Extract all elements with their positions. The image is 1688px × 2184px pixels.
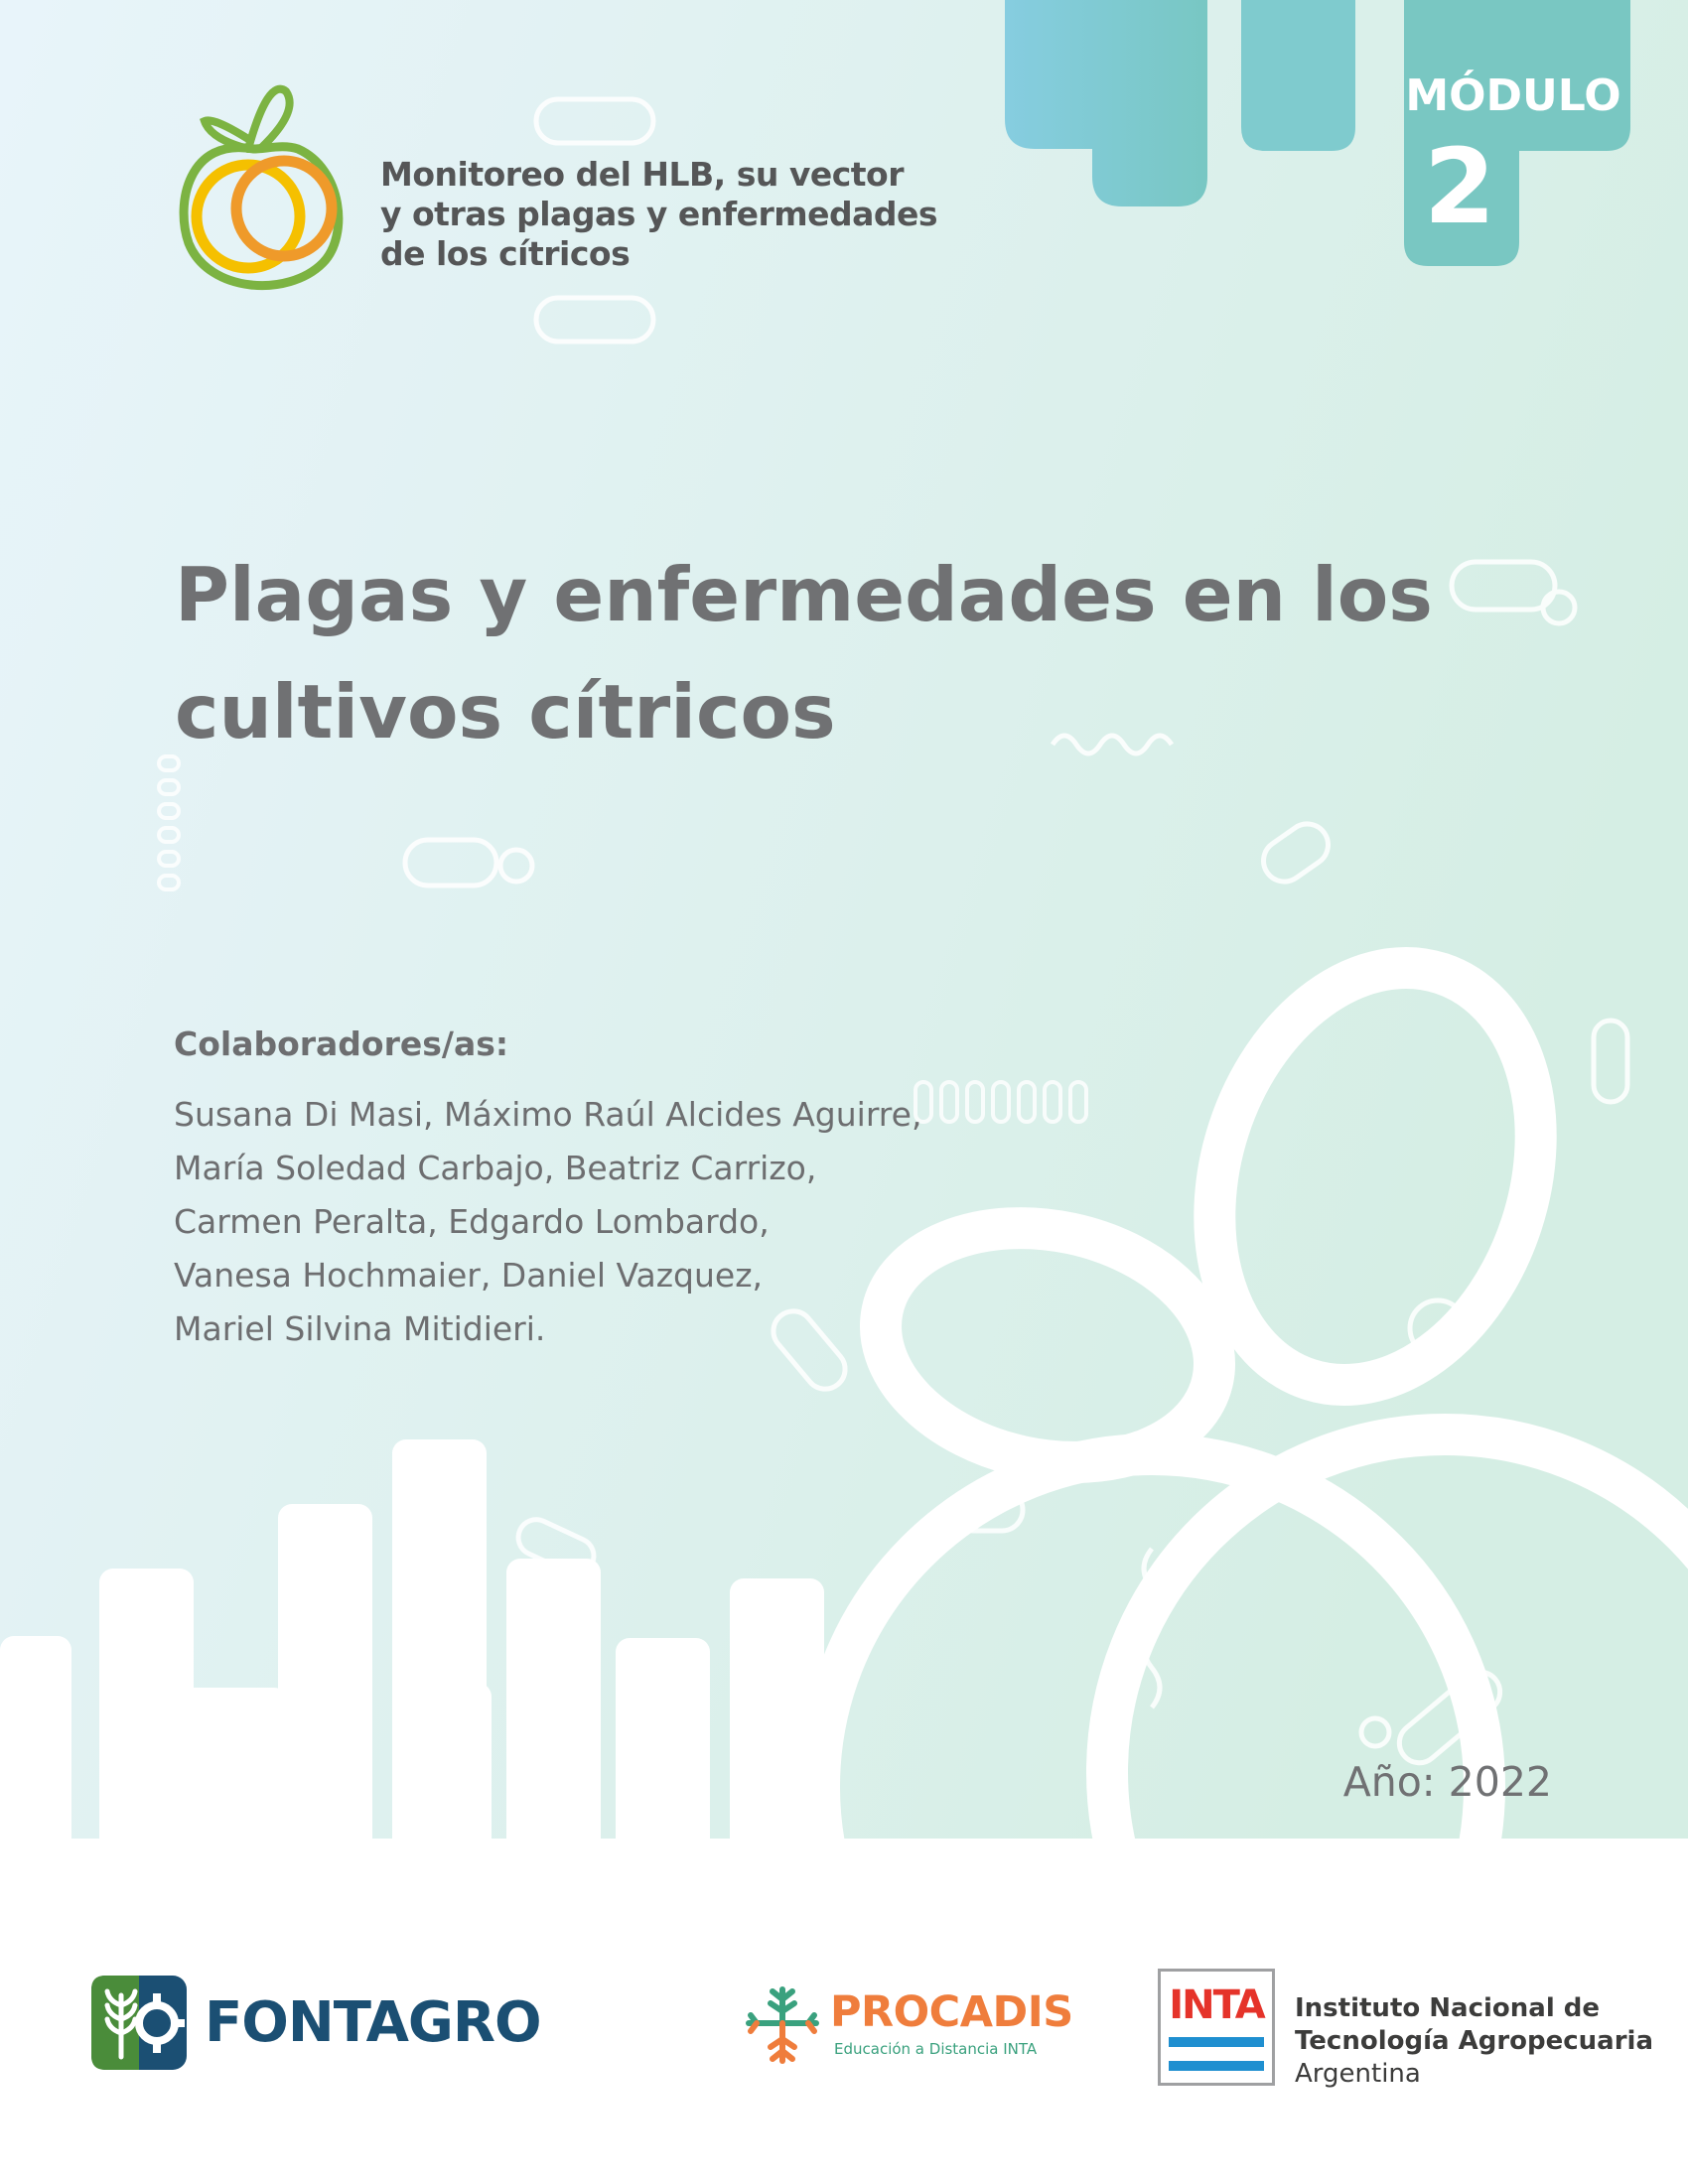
module-number: 2 xyxy=(1423,126,1496,247)
series-title xyxy=(380,155,936,274)
collaborators-line: Mariel Silvina Mitidieri. xyxy=(174,1309,546,1348)
inta-name-line: Argentina xyxy=(1295,2059,1421,2089)
page-title-line: Plagas y enfermedades en los xyxy=(175,551,1433,638)
page-title xyxy=(175,536,1466,770)
inta-logo xyxy=(1158,1969,1654,2088)
series-title-line: de los cítricos xyxy=(380,234,631,273)
page-title-line: cultivos cítricos xyxy=(175,668,836,755)
procadis-tagline: Educación a Distancia INTA xyxy=(834,2040,1038,2058)
inta-emblem xyxy=(1158,1969,1275,2086)
collaborators-list xyxy=(174,1088,1067,1356)
fontagro-logo xyxy=(91,1976,548,2070)
procadis-snowflake-icon xyxy=(743,1983,822,2067)
collaborators-line: Susana Di Masi, Máximo Raúl Alcides Aguirre, xyxy=(174,1095,922,1134)
procadis-wordmark: PROCADIS xyxy=(830,1987,1073,2037)
collaborators-line: Carmen Peralta, Edgardo Lombardo, xyxy=(174,1202,770,1241)
bar-shapes xyxy=(0,1439,824,1906)
collaborators-line: Vanesa Hochmaier, Daniel Vazquez, xyxy=(174,1256,764,1295)
series-title-line: Monitoreo del HLB, su vector xyxy=(380,155,905,194)
procadis-logo xyxy=(743,1981,1090,2071)
fontagro-emblem-icon xyxy=(91,1976,187,2070)
series-title-line: y otras plagas y enfermedades xyxy=(380,195,938,233)
inta-flag-icon xyxy=(1169,2037,1264,2071)
hlb-fruit-logo-icon xyxy=(184,89,339,286)
module-tabs xyxy=(1005,0,1630,266)
collaborators-heading: Colaboradores/as: xyxy=(174,1024,509,1063)
inta-name-line: Tecnología Agropecuaria xyxy=(1295,2026,1654,2056)
inta-institution-name xyxy=(1295,1992,1653,2091)
publication-year: Año: 2022 xyxy=(1342,1758,1552,1806)
inta-name-line: Instituto Nacional de xyxy=(1295,1993,1601,2023)
faint-outlines xyxy=(405,99,1627,1771)
inta-abbreviation: INTA xyxy=(1169,1982,1264,2028)
module-label: MÓDULO xyxy=(1405,70,1621,121)
fontagro-wordmark: FONTAGRO xyxy=(205,1990,541,2055)
collaborators-line: María Soledad Carbajo, Beatriz Carrizo, xyxy=(174,1149,817,1187)
